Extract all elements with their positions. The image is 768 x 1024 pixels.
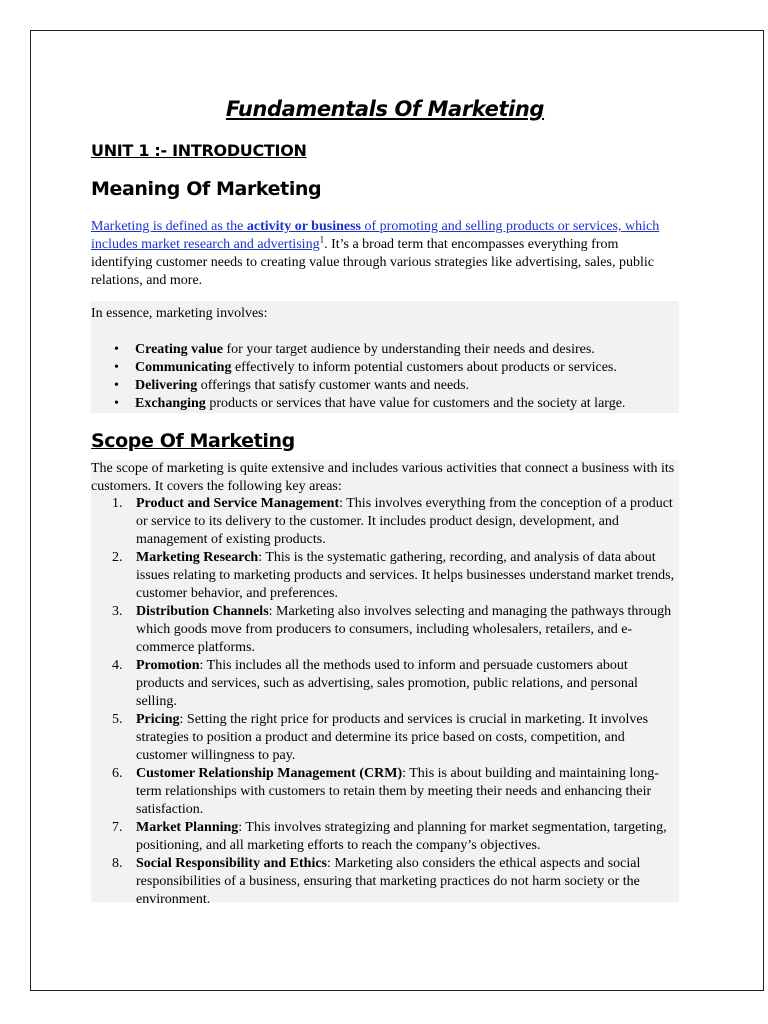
- bullet-icon: •: [114, 396, 119, 411]
- list-item: • Creating value for your target audience by understanding their needs and desires.: [114, 342, 595, 357]
- meaning-heading: Meaning Of Marketing: [91, 178, 322, 200]
- list-item: • Delivering offerings that satisfy customer wants and needs.: [114, 378, 470, 393]
- scope-list: [91, 495, 679, 909]
- scope-heading: Scope Of Marketing: [91, 430, 295, 452]
- bullet-icon: •: [114, 360, 119, 375]
- intro-paragraph: Marketing is defined as the activity or business of promoting and selling products or services, which includes market research and advertising$^1$. It’s a broad term that encompasses everything from identifying customer needs to creating value through various strategies like advertising, sales, public relations, and more.: [91, 219, 660, 288]
- document-title: Fundamentals Of Marketing: [225, 97, 545, 121]
- scope-intro: The scope of marketing is quite extensive and includes various activities that connect a business with its customers. It covers the following key areas:: [91, 461, 675, 494]
- bullet-icon: •: [114, 378, 119, 393]
- document-page: [30, 30, 764, 991]
- essence-list: [91, 341, 679, 413]
- unit-heading: UNIT 1 :- INTRODUCTION: [91, 141, 307, 160]
- list-item: 6. Customer Relationship Management (CRM): This is about building and maintaining long-term relationships with customers to retain them by meeting their needs and enhancing their satisfaction.: [112, 766, 659, 817]
- list-item: 7. Market Planning: This involves strategizing and planning for market segmentation, targeting, positioning, and all marketing efforts to reach the company’s objectives.: [112, 820, 667, 853]
- definition-link[interactable]: Marketing is defined as the activity or business of promoting and selling products or services, which includes market research and advertising: [91, 219, 660, 252]
- list-item: 5. Pricing: Setting the right price for products and services is crucial in marketing. It involves strategies to position a product and determine its price based on costs, competition, and customer willingness to pay.: [112, 712, 649, 763]
- list-item: • Communicating effectively to inform potential customers about products or services.: [114, 360, 617, 375]
- list-item: 2. Marketing Research: This is the systematic gathering, recording, and analysis of data about issues relating to marketing products and services. It helps businesses understand market trends, customer behavior, and preferences.: [112, 550, 675, 601]
- footnote-ref[interactable]: 1: [319, 234, 325, 245]
- list-item: 3. Distribution Channels: Marketing also involves selecting and managing the pathways through which goods move from producers to consumers, including wholesalers, retailers, and e-commerce platforms.: [112, 604, 672, 655]
- essence-text: In essence, marketing involves:: [91, 306, 268, 321]
- bullet-icon: •: [114, 342, 119, 357]
- list-item: 4. Promotion: This includes all the methods used to inform and persuade customers about products and services, such as advertising, sales promotion, public relations, and personal selling.: [112, 658, 638, 709]
- list-item: • Exchanging products or services that have value for customers and the society at large.: [114, 396, 626, 411]
- list-item: 8. Social Responsibility and Ethics: Marketing also considers the ethical aspects and social responsibilities of a business, ensuring that marketing practices do not harm society or the environment.: [112, 856, 641, 907]
- list-item: 1. Product and Service Management: This involves everything from the conception of a product or service to its delivery to the customer. It includes product design, development, and management of existing products.: [112, 496, 673, 547]
